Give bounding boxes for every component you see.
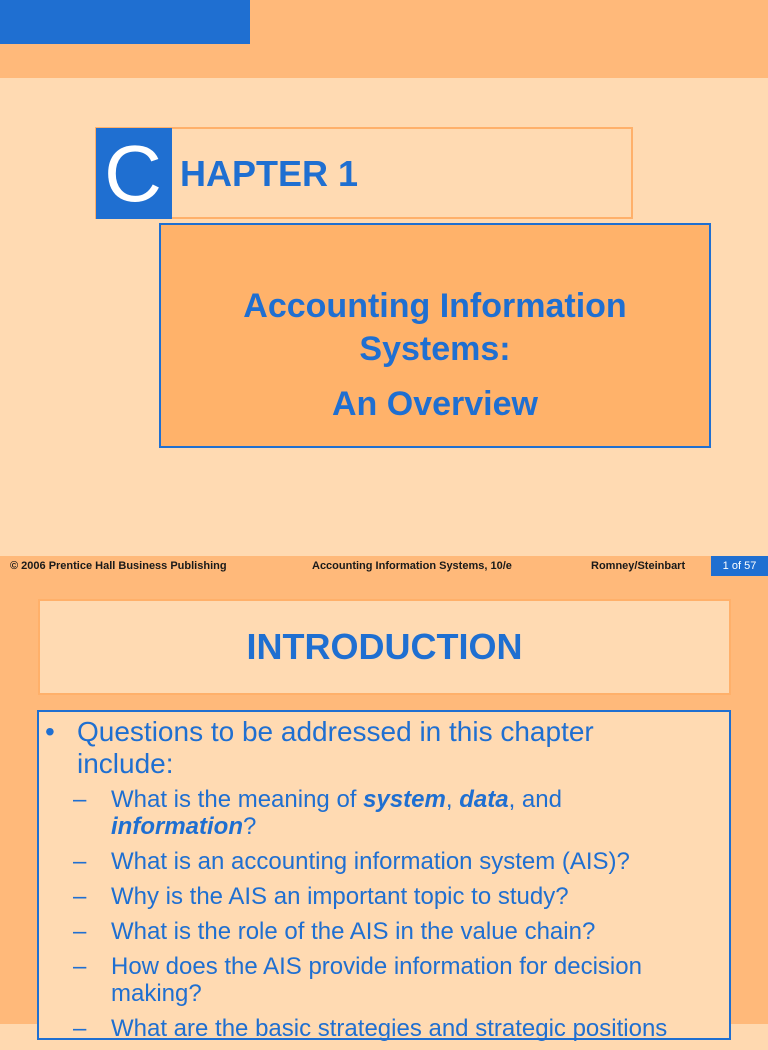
list-item: [73, 918, 713, 945]
question-part: ?: [243, 813, 257, 840]
question-part: What is the meaning of: [111, 786, 364, 813]
dash-icon: –: [73, 848, 87, 875]
bullet-icon: •: [45, 716, 55, 747]
question-part: ,: [445, 786, 460, 813]
list-item: [73, 848, 713, 875]
term-data: data: [459, 786, 509, 813]
bullet-text: Questions to be addressed in this chapter include:: [77, 716, 594, 779]
list-item: [73, 1015, 713, 1042]
title-line-2: Systems:: [359, 330, 511, 368]
slide-footer: [0, 556, 768, 576]
top-blue-bar: [0, 0, 250, 44]
title-box: [159, 223, 711, 448]
term-system: system: [363, 786, 446, 813]
footer-authors: Romney/Steinbart: [591, 560, 686, 572]
title-line-3: An Overview: [332, 385, 538, 423]
footer-book-title: Accounting Information Systems, 10/e: [312, 560, 512, 572]
list-item: [73, 883, 713, 910]
question-text: What are the basic strategies and strategic positions: [111, 1015, 668, 1042]
content-box: [37, 710, 731, 1040]
list-item: [73, 953, 713, 1007]
question-list: [73, 786, 713, 1050]
dash-icon: –: [73, 918, 87, 945]
dash-icon: –: [73, 1015, 87, 1042]
list-item: [73, 786, 713, 840]
question-text: What is an accounting information system (AIS)?: [111, 848, 630, 875]
chapter-label: HAPTER 1: [180, 153, 359, 194]
introduction-slide: [0, 576, 768, 1042]
title-line-1: Accounting Information: [243, 287, 627, 325]
question-text: [111, 786, 713, 840]
dash-icon: –: [73, 953, 87, 980]
page-indicator[interactable]: 1 of 57: [711, 556, 768, 576]
dash-icon: –: [73, 786, 87, 813]
question-text: How does the AIS provide information for decision making?: [111, 953, 642, 1007]
footer-copyright: © 2006 Prentice Hall Business Publishing: [10, 560, 227, 572]
question-text: Why is the AIS an important topic to study?: [111, 883, 569, 910]
dash-icon: –: [73, 883, 87, 910]
question-part: , and: [508, 786, 562, 813]
chapter-box: [95, 127, 633, 219]
term-information: information: [111, 813, 243, 840]
bullet-item: [45, 716, 685, 780]
chapter-initial: C: [96, 128, 172, 219]
question-text: What is the role of the AIS in the value chain?: [111, 918, 596, 945]
slide-heading: INTRODUCTION: [38, 599, 731, 695]
